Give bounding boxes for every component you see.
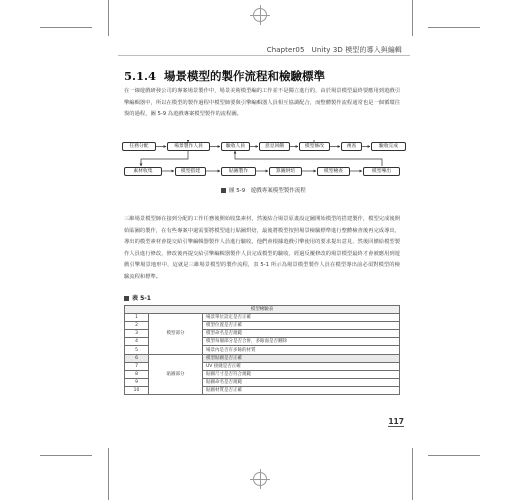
row-item: 場景單位設定是否正確 (203, 314, 400, 322)
row-item: 貼圖尺寸是否符合規範 (203, 370, 400, 378)
row-item: 模型命名是否規範 (203, 330, 400, 338)
section-title (124, 68, 325, 84)
flow-step-task-assignment: 任務分配 (122, 142, 156, 151)
row-item: 場景內是否有多餘的材質 (203, 346, 400, 354)
row-number: 10 (125, 386, 149, 394)
caption-marker-icon (221, 188, 226, 193)
flow-step-review: 複查 (341, 142, 362, 151)
row-number: 3 (125, 330, 149, 338)
row-item: 貼圖材質是否正確 (203, 386, 400, 394)
flow-step-asset-collection: 素材收集 (124, 167, 162, 176)
row-number: 7 (125, 362, 149, 370)
production-flowchart (118, 140, 410, 178)
flow-step-model-export: 模型導出 (363, 167, 400, 176)
row-number: 6 (125, 354, 149, 362)
crop-mark (428, 455, 480, 456)
flow-step-render-bake: 算圖烘焙 (269, 167, 302, 176)
row-number: 1 (125, 314, 149, 322)
table-row (125, 354, 400, 362)
crop-mark (412, 448, 413, 500)
table-header: 模型檢驗表 (125, 306, 400, 314)
row-number: 2 (125, 322, 149, 330)
row-item: UV 接縫是否正確 (203, 362, 400, 370)
row-item: 模型位置是否正確 (203, 322, 400, 330)
flow-step-feedback: 意見回饋 (259, 142, 290, 151)
registration-mark (253, 472, 267, 486)
crop-mark (412, 0, 413, 36)
crop-mark (108, 448, 109, 500)
row-item: 模型貼圖是否正確 (203, 354, 400, 362)
row-number: 9 (125, 378, 149, 386)
row-category: 模型部分 (149, 314, 203, 354)
figure-caption-text: 圖 5-9 遊戲專案模型製作流程 (229, 188, 306, 194)
page-number: 117 (388, 417, 404, 426)
crop-mark (108, 0, 109, 36)
row-number: 4 (125, 338, 149, 346)
section-number: 5.1.4 (124, 69, 157, 83)
table-caption-text: 表 5-1 (132, 295, 151, 302)
row-number: 8 (125, 370, 149, 378)
flow-step-model-check: 模型檢查 (317, 167, 350, 176)
flow-step-acceptance-complete: 驗收完成 (371, 142, 406, 151)
crop-mark (40, 455, 92, 456)
row-item: 貼圖命名是否規範 (203, 378, 400, 386)
table-caption (124, 293, 151, 302)
row-category: 貼圖部分 (149, 354, 203, 394)
row-number: 5 (125, 346, 149, 354)
model-inspection-table (124, 305, 400, 395)
flow-step-model-revision: 模型修改 (299, 142, 330, 151)
table-row (125, 314, 400, 322)
flow-step-acceptance-staff: 驗收人員 (221, 142, 250, 151)
caption-marker-icon (124, 296, 129, 301)
flow-step-scene-modeler: 場景製作人員 (167, 142, 210, 151)
running-head: Chapter05 Unity 3D 模型的導入與編輯 (266, 46, 402, 54)
flow-step-texture-making: 貼圖製作 (221, 167, 256, 176)
figure-caption (221, 186, 306, 194)
row-item: 模型每個部分是否合併，多餘面是否刪除 (203, 338, 400, 346)
crop-mark (428, 27, 480, 28)
registration-mark (253, 8, 267, 22)
table-header-row (125, 306, 400, 314)
body-paragraph: 在一線遊戲研發公司的專案場景製作中，場景美術模型編的工作並不是獨立進行的，由於場景模型最終要應用到遊戲引擎編輯器中，所以在模型的製作過程中模型師要與引擎編輯器人員相互協調配合，而整體製作流程通常也是一個循環往復的過程，圖 5-9 為遊戲專案模型製作的流程圖。 (124, 88, 400, 118)
flow-step-model-building: 模型搭建 (175, 167, 206, 176)
crop-mark (40, 27, 92, 28)
section-title-text: 場景模型的製作流程和檢驗標準 (164, 69, 326, 83)
header-rule (118, 55, 410, 56)
body-paragraph: 三維場景模型師在接到分配的工作任務後開始收集素材，然後結合場景原畫設定圖開始模型的搭建製作，模型完成後開始貼圖的製作，在有些專案中還需要將模型進行貼圖烘焙，最後將模型按照場景檢驗標準進行整體檢查後再完成導出，導出的模型素材會提交給引擎編輯器製作人員進行驗收，他們會根據遊戲引擎使用的要求提出意見，然後回饋給模型製作人員進行修改，修改後再提交給引擎編輯器製作人員完成模型的驗收，經過反覆修改的場景模型最終才會被應用到遊戲引擎場景地形中，這就是三維場景模型的製作流程，表 5-1 所示為場景模型製作人員在模型導出前必須對模型的檢驗流程和標準。 (124, 216, 400, 280)
